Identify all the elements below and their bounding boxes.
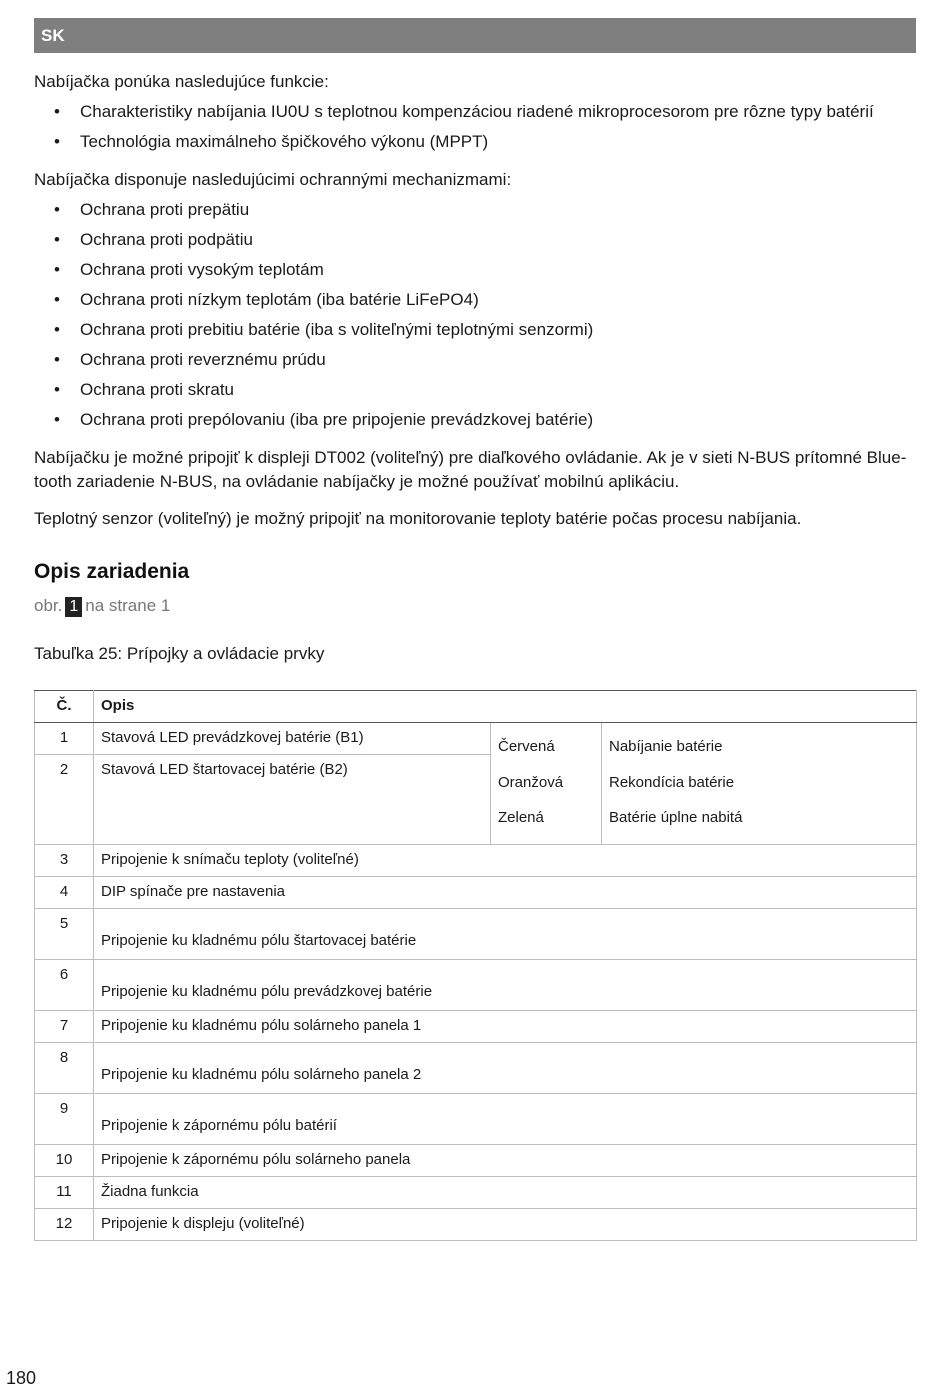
list-item: • Ochrana proti nízkym teplotám (iba batérie LiFePO4) <box>34 285 593 315</box>
list-item: • Charakteristiky nabíjania IU0U s teplotnou kompenzáciou riadené mikroprocesorom pre rôzne typy batérií <box>34 97 874 127</box>
row-number: 11 <box>35 1177 94 1209</box>
display-paragraph <box>34 446 906 494</box>
protections-lead: Nabíjačka disponuje nasledujúcimi ochrannými mechanizmami: <box>34 170 512 189</box>
table-row <box>35 723 917 755</box>
list-item: • Ochrana proti prepólovaniu (iba pre pripojenie prevádzkovej batérie) <box>34 405 593 435</box>
led-state: Batérie úplne nabitá <box>609 809 743 826</box>
table-row <box>35 1043 917 1094</box>
page-number: 180 <box>6 1368 37 1388</box>
row-number: 9 <box>35 1094 94 1145</box>
section-title: Opis zariadenia <box>34 560 190 583</box>
table-header-row <box>35 691 917 723</box>
table-row <box>35 1145 917 1177</box>
list-item: • Ochrana proti vysokým teplotám <box>34 255 593 285</box>
table-caption: Tabuľka 25: Prípojky a ovládacie prvky <box>34 644 325 663</box>
figure-reference <box>34 594 170 618</box>
display-paragraph-line2: tooth zariadenie N-BUS, na ovládanie nabíjačky je možné používať mobilnú aplikáciu. <box>34 472 680 491</box>
table-row <box>35 877 917 909</box>
display-paragraph-line1: Nabíjačku je možné pripojiť k displeji DT002 (voliteľný) pre diaľkového ovládanie. Ak je v sieti N-BUS prítomné Blue- <box>34 448 907 467</box>
row-description: Stavová LED prevádzkovej batérie (B1) <box>94 723 491 755</box>
table-row <box>35 1177 917 1209</box>
functions-list <box>34 97 874 157</box>
row-number: 5 <box>35 909 94 960</box>
row-description: Žiadna funkcia <box>94 1177 917 1209</box>
table-row <box>35 1209 917 1241</box>
language-code: SK <box>41 26 65 45</box>
column-header-description: Opis <box>94 691 917 723</box>
figure-ref-suffix: na strane 1 <box>85 596 171 615</box>
led-colors-cell <box>491 723 602 845</box>
led-color: Zelená <box>498 809 544 826</box>
sensor-paragraph: Teplotný senzor (voliteľný) je možný pripojiť na monitorovanie teploty batérie počas procesu nabíjania. <box>34 509 802 528</box>
row-number: 1 <box>35 723 94 755</box>
led-states-cell <box>602 723 917 845</box>
list-item: • Technológia maximálneho špičkového výkonu (MPPT) <box>34 127 874 157</box>
row-number: 4 <box>35 877 94 909</box>
row-description: Pripojenie k displeju (voliteľné) <box>94 1209 917 1241</box>
list-item: • Ochrana proti prepätiu <box>34 195 593 225</box>
led-color: Červená <box>498 738 555 755</box>
list-item: • Ochrana proti reverznému prúdu <box>34 345 593 375</box>
functions-lead: Nabíjačka ponúka nasledujúce funkcie: <box>34 72 329 91</box>
row-description: Pripojenie k zápornému pólu batérií <box>94 1094 917 1145</box>
row-number: 12 <box>35 1209 94 1241</box>
row-description: DIP spínače pre nastavenia <box>94 877 917 909</box>
row-number: 8 <box>35 1043 94 1094</box>
led-color: Oranžová <box>498 773 564 791</box>
row-number: 6 <box>35 960 94 1011</box>
row-number: 2 <box>35 755 94 845</box>
row-description: Pripojenie k snímaču teploty (voliteľné) <box>94 845 917 877</box>
list-item: • Ochrana proti prebitiu batérie (iba s voliteľnými teplotnými senzormi) <box>34 315 593 345</box>
language-header-bar <box>34 18 916 53</box>
list-item: • Ochrana proti podpätiu <box>34 225 593 255</box>
row-description: Stavová LED štartovacej batérie (B2) <box>94 755 491 845</box>
column-header-number: Č. <box>35 691 94 723</box>
list-item: • Ochrana proti skratu <box>34 375 593 405</box>
led-state: Rekondícia batérie <box>609 773 735 791</box>
led-state: Nabíjanie batérie <box>609 738 723 755</box>
row-description: Pripojenie ku kladnému pólu prevádzkovej batérie <box>94 960 917 1011</box>
protections-list <box>34 195 593 435</box>
table-row <box>35 845 917 877</box>
row-description: Pripojenie ku kladnému pólu solárneho panela 1 <box>94 1011 917 1043</box>
figure-number-badge: 1 <box>65 597 82 617</box>
row-description: Pripojenie ku kladnému pólu štartovacej batérie <box>94 909 917 960</box>
row-description: Pripojenie k zápornému pólu solárneho panela <box>94 1145 917 1177</box>
table-row <box>35 1094 917 1145</box>
connections-table <box>34 690 917 1241</box>
table-row <box>35 1011 917 1043</box>
figure-ref-prefix: obr. <box>34 596 63 615</box>
table-row <box>35 960 917 1011</box>
row-description: Pripojenie ku kladnému pólu solárneho panela 2 <box>94 1043 917 1094</box>
table-row <box>35 909 917 960</box>
row-number: 3 <box>35 845 94 877</box>
row-number: 10 <box>35 1145 94 1177</box>
row-number: 7 <box>35 1011 94 1043</box>
